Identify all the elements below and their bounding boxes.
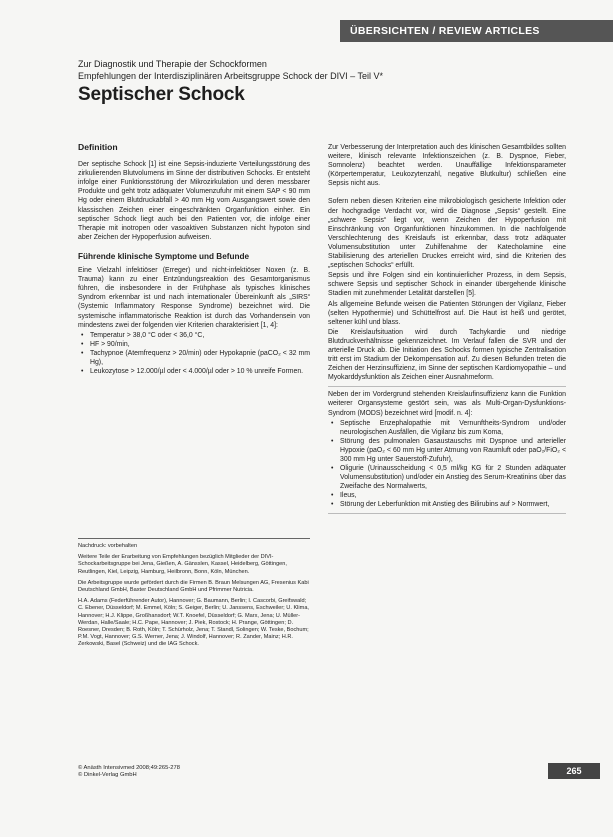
article-kicker: Zur Diagnostik und Therapie der Schockformen	[78, 59, 267, 69]
footnote: Die Arbeitsgruppe wurde gefördert durch die Firmen B. Braun Melsungen AG, Fresenius Kabi Deutschland GmbH, Baxter Deutschland GmbH und Pfrimmer Nutricia.	[78, 579, 309, 594]
heading-definition: Definition	[78, 142, 118, 152]
heading-symptoms: Führende klinische Symptome und Befunde	[78, 251, 250, 261]
paragraph: Sepsis und ihre Folgen sind ein kontinuierlicher Prozess, in dem Sepsis, schwere Sepsis und septischer Schock in einander übergehende klinische Stadien mit zunehmender Letalität darstellen [5].	[328, 272, 566, 298]
footnote: H.A. Adams (Federführender Autor), Hannover; G. Baumann, Berlin; I. Cascorbi, Greifswald; C. Ebener, Düsseldorf; M. Emmel, Köln; S. Geiger, Berlin; U. Janssens, Eschweiler; U. Klima, Hannover; H.J. Klippe, Großhansdorf; W.T. Knoefel, Düsseldorf; G. Marx, Jena; U. Müller-Werdan, Halle/Saale; H.C. Pape, Hannover; J. Piek, Rostock; H. Prange, Göttingen; D. Roesner, Dresden; B. Roth, Köln; T. Schürholz, Jena; T. Standl, Solingen; W. Teske, Bochum; P.M. Vogt, Hannover; G.S. Werner, Jena; J. Windolf, Hannover; R. Zander, Mainz; H.R. Zerkowski, Basel (Schweiz) und die IAG Schock.	[78, 598, 309, 648]
list-item: • Temperatur > 38,0 °C oder < 36,0 °C,	[90, 331, 310, 340]
list-item: • Störung der Leberfunktion mit Anstieg des Bilirubins auf > Normwert,	[340, 500, 566, 509]
article-subkicker: Empfehlungen der Interdisziplinären Arbeitsgruppe Schock der DIVI – Teil V*	[78, 71, 384, 81]
mods-list	[328, 419, 566, 510]
list-item: • Störung des pulmonalen Gasaustauschs mit Dyspnoe und arterieller Hypoxie (paO₂ < 60 mm Hg unter Atmung von Raumluft oder paO₂/FiO₂ < 300 mm Hg unter Sauerstoff-Zufuhr),	[340, 437, 566, 464]
journal-citation: © Anästh Intensivmed 2008;49:265-278	[78, 765, 180, 771]
list-item: • HF > 90/min,	[90, 340, 310, 349]
footnote: Nachdruck: vorbehalten	[78, 543, 138, 549]
paragraph: Die Kreislaufsituation wird durch Tachykardie und niedrige Blutdruckverhältnisse gekennzeichnet. Im Verlauf fallen die SVR und der arterielle Druck ab. Die Initiation des Schocks formen typische Zentralisation tritt erst im Stadium der Dekompensation auf. Zu diesen Befunden treten die Zeichen der Herzinsuffizienz, im Sinne der septischen Kardiomyopathie – und Myokarddysfunktion als Zeichen einer Ausnahmeform.	[328, 328, 566, 382]
article-title: Septischer Schock	[78, 84, 245, 105]
page-number: 265	[548, 763, 600, 779]
paragraph-definition: Der septische Schock [1] ist eine Sepsis-induzierte Verteilungsstörung des zirkulierenden Blutvolumens im Sinne der distributiven Schocks. Er entsteht infolge einer Funktionsstörung der Mikrozirkulation und deren messbarer Produkte und geht trotz adäquater Volumenzufuhr mit einem SAP < 90 mm Hg oder einem Blutdruckabfall > 40 mm Hg vom Ausgangswert sowie den klassischen Zeichen einer eingeschränkten Organfunktion einher. Ein septischer Schock liegt auch bei den Patienten vor, die infolge einer Therapie mit inotropen oder vasoaktiven Substanzen nicht hypoton sind aber Zeichen der Hypoperfusion aufweisen.	[78, 161, 310, 241]
list-item: • Tachypnoe (Atemfrequenz > 20/min) oder Hypokapnie (paCO₂ < 32 mm Hg),	[90, 349, 310, 367]
sirs-criteria-list	[78, 331, 310, 376]
paragraph: Neben der im Vordergrund stehenden Kreislaufinsuffizienz kann die Funktion weiterer Organsysteme gestört sein, was als Multi-Organ-Dysfunktions-Syndrom (MODS) bezeichnet wird [modif. n. 4]:	[328, 391, 566, 417]
paragraph: Zur Verbesserung der Interpretation auch des klinischen Gesamtbildes sollten weitere, klinisch relevante Infektionszeichen (z. B. Dyspnoe, Fieber, Somnolenz) beachtet werden. Unauffällige Infektionsparameter (Körpertemperatur, Leukozytenzahl, negative Blutkultur) schließen eine Sepsis nicht aus.	[328, 144, 566, 188]
list-item: • Oligurie (Urinausscheidung < 0,5 ml/kg KG für 2 Stunden adäquater Volumensubstitution) und/oder ein Anstieg des Serum-Kreatinins über das Zweifache des Normalwerts,	[340, 464, 566, 491]
paragraph: Als allgemeine Befunde weisen die Patienten Störungen der Vigilanz, Fieber (selten Hypothermie) und Schüttelfrost auf. Die Haut ist heiß und gerötet, seltener kühl und blass.	[328, 300, 566, 326]
footnote: Weitere Teile der Erarbeitung von Empfehlungen bezüglich Mitglieder der DIVI-Schockarbeitsgruppe bei Jena, Gießen, A. Gänsslen, Kassel, Heidelberg, Göttingen, Reutlingen, Kiel, Leipzig, Hamburg, Heilbronn, Bonn, Köln, München.	[78, 554, 287, 575]
section-banner: ÜBERSICHTEN / REVIEW ARTICLES	[340, 20, 613, 42]
paragraph: Sofern neben diesen Kriterien eine mikrobiologisch gesicherte Infektion oder der hochgradige Verdacht vor, wird die Diagnose „Sepsis“ gestellt. Eine „schwere Sepsis“ liegt vor, wenn Zeichen der Hypoperfusion mit Einschränkung von Organfunktionen hinzukommen. In die nachfolgende Verschlechterung des Kreislaufs ist erkennbar, dass trotz adäquater Volumensubstitution unter Zuhilfenahme der Katecholamine eine Stabilisierung des arteriellen Druckes erreicht wird, sind die Kriterien des „septischen Schocks“ erfüllt.	[328, 198, 566, 270]
right-column	[328, 143, 566, 514]
article-header	[78, 58, 578, 106]
mods-box	[328, 386, 566, 513]
publisher-line: © Dinkel-Verlag GmbH	[78, 772, 137, 778]
list-item: • Leukozytose > 12.000/µl oder < 4.000/µl oder > 10 % unreife Formen.	[90, 367, 310, 376]
paragraph-symptoms: Eine Vielzahl infektiöser (Erreger) und nicht-infektiöser Noxen (z. B. Trauma) kann zu einer Entzündungsreaktion des Gesamtorganismus führen, die insbesondere in der Frühphase als typisches klinisches Syndrom erkennbar ist und nach internationaler Übereinkunft als „SIRS“ (Systemic Inflammatory Response Syndrome) bezeichnet wird. Die systemische inflammatorische Reaktion ist durch das Vorhandensein von mindestens zwei der folgenden vier Kriterien charakterisiert [1, 4]:	[78, 267, 310, 329]
journal-footer	[78, 765, 180, 779]
left-column	[78, 143, 310, 376]
footnotes	[78, 538, 310, 653]
list-item: • Ileus,	[340, 491, 566, 500]
list-item: • Septische Enzephalopathie mit Vernunftheits-Syndrom und/oder neurologischen Ausfällen, die Vigilanz bis zum Koma,	[340, 419, 566, 437]
